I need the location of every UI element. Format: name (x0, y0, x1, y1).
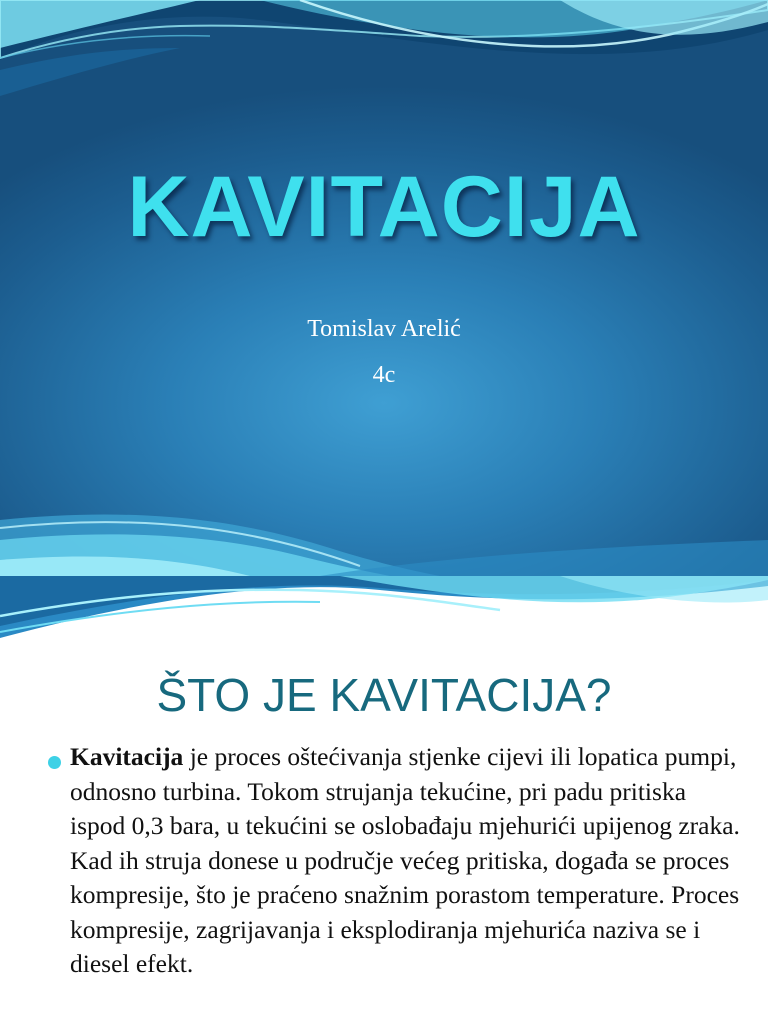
bullet-description: je proces oštećivanja stjenke cijevi ili lopatica pumpi, odnosno turbina. Tokom strujanja tekućine, pri padu pritiska ispod 0,3 bara, u tekućini se oslobađaju mjehurići upijenog zraka. Kad ih struja donese u područje većeg pritiska, događa se proces kompresije, što je praćeno snažnim porastom temperature. Proces kompresije, zagrijavanja i eksplodiranja mjehurića naziva se i diesel efekt. (70, 742, 740, 978)
slide-title: KAVITACIJA (127, 159, 641, 255)
bullet-text (70, 740, 744, 982)
bullet-item (44, 740, 744, 982)
bullet-icon (48, 756, 61, 769)
author-name: Tomislav Arelić (307, 316, 461, 342)
slide-heading: ŠTO JE KAVITACIJA? (156, 669, 612, 721)
wave-decoration-header (0, 576, 768, 646)
content-slide (0, 576, 768, 1024)
bullet-term: Kavitacija (70, 742, 184, 771)
class-label: 4c (372, 362, 396, 388)
